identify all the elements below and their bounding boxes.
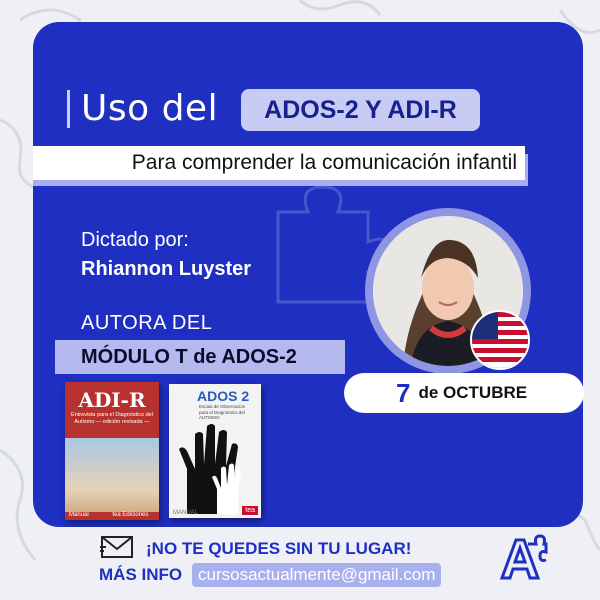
book-adi-r-title: ADI-R — [78, 388, 146, 412]
page-title-prefix: Uso del — [81, 88, 219, 129]
mail-icon — [100, 533, 136, 561]
book-adi-r-subtitle: Entrevista para el Diagnóstico del Autismo — edición revisada — — [71, 412, 153, 425]
promo-card — [33, 22, 583, 527]
date-badge — [344, 373, 584, 413]
more-info-label: MÁS INFO — [99, 565, 183, 584]
book-adi-r-manual: Manual — [69, 512, 89, 518]
hands-illustration-icon — [177, 424, 255, 514]
book-adi-r-cover-image — [65, 438, 159, 512]
book-adi-r — [65, 382, 159, 520]
date-month: de OCTUBRE — [418, 383, 528, 402]
book-ados-2-manual: MANUAL — [173, 510, 199, 516]
cta-text: ¡NO TE QUEDES SIN TU LUGAR! — [146, 539, 412, 558]
book-ados-2 — [169, 384, 261, 518]
puzzle-logo-icon — [496, 530, 548, 586]
page-title-highlight: ADOS-2 Y ADI-R — [241, 89, 480, 131]
book-ados-2-subtitle: Escala de Observación para el Diagnóstico del AUTISMO — [199, 404, 246, 420]
subtitle-banner: Para comprender la comunicación infantil — [33, 146, 525, 180]
book-adi-r-publisher: tea Ediciones — [112, 512, 149, 518]
contact-email-link[interactable]: cursosactualmente@gmail.com — [192, 563, 441, 587]
usa-flag-icon — [470, 310, 530, 370]
book-ados-2-title: ADOS 2 — [197, 388, 250, 404]
book-ados-2-publisher: tea — [242, 506, 258, 515]
date-day: 7 — [396, 377, 411, 408]
speaker-name: Rhiannon Luyster — [81, 258, 252, 280]
speaker-label: Dictado por: — [81, 229, 189, 251]
speaker-role-line2: MÓDULO T de ADOS-2 — [55, 340, 345, 374]
speaker-role-line1: AUTORA DEL — [81, 312, 213, 334]
book-adi-r-label — [69, 512, 148, 518]
title-accent-bar — [67, 90, 70, 128]
